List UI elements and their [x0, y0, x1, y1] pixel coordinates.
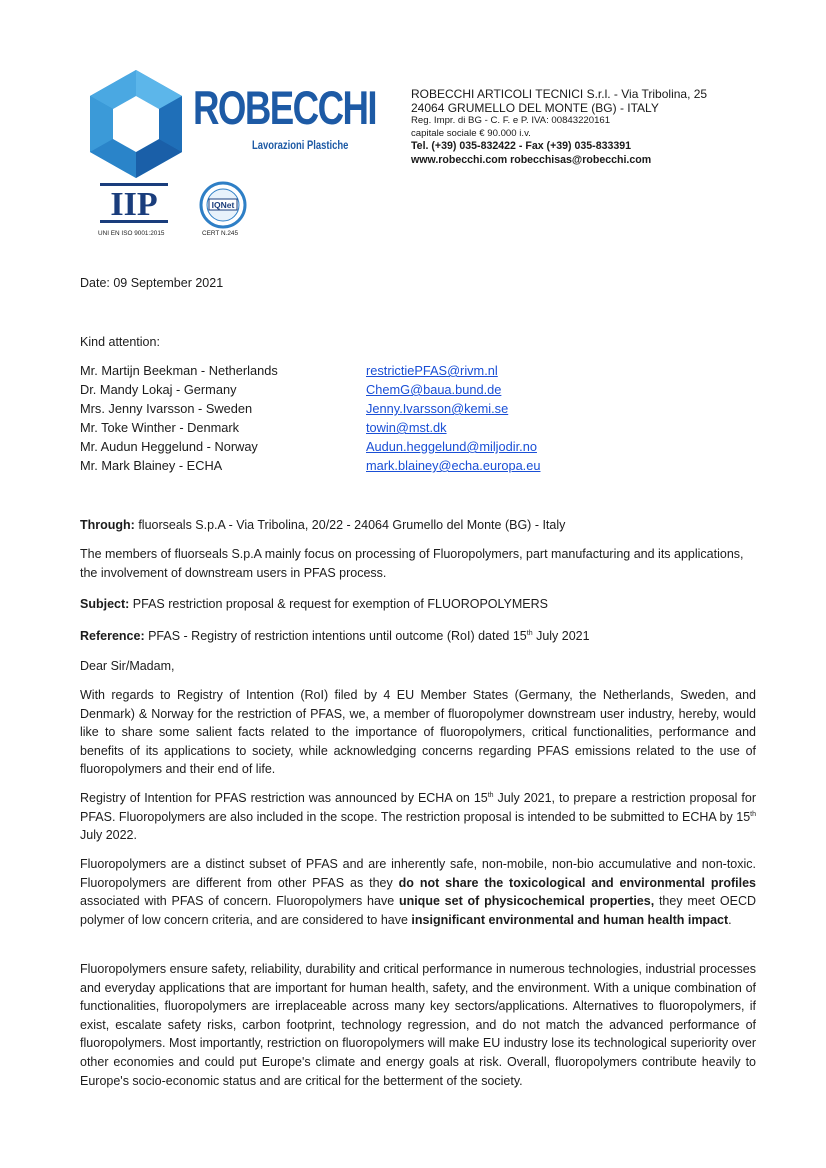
company-web-email: www.robecchi.com robecchisas@robecchi.com [411, 153, 652, 166]
robecchi-logo-icon [87, 68, 185, 180]
reference-label: Reference: [80, 629, 145, 643]
p2-part: July 2021, to prepare a restriction proposal for PFAS. Fluoropolymers are also included in the scope. The restriction proposal is intended to be submitted to ECHA by 15 [80, 791, 756, 824]
letter-date: Date: 09 September 2021 [80, 276, 224, 290]
intro-paragraph [80, 545, 756, 582]
attention-heading: Kind attention: [80, 335, 160, 349]
subject-text: PFAS restriction proposal & request for exemption of FLUOROPOLYMERS [129, 597, 548, 611]
recipient-email-link[interactable]: towin@mst.dk [366, 420, 447, 435]
iip-cert-caption: UNI EN ISO 9001:2015 [98, 230, 165, 237]
recipient-name: Dr. Mandy Lokaj - Germany [80, 382, 237, 397]
paragraph-2 [80, 789, 756, 845]
subject-label: Subject: [80, 597, 130, 611]
paragraph-1-text: With regards to Registry of Intention (RoI) filed by 4 EU Member States (Germany, the Netherlands, Sweden, and Denmark) & Norway for the restriction of PFAS, we, a member of fluoropolymer downstream user industry, hereby, would like to share some salient facts related to the importance of fluoropolymers, critical functionalities, performance and benefits of its applications to society, while acknowledging concerns regarding PFAS emissions related to the use of fluoropolymers and their end of life. [80, 688, 756, 777]
recipient-name: Mrs. Jenny Ivarsson - Sweden [80, 401, 253, 416]
recipient-email-link[interactable]: ChemG@baua.bund.de [366, 382, 502, 397]
paragraph-3-text [80, 855, 756, 929]
subject-line [80, 595, 756, 614]
p3-bold: do not share the toxicological and environmental profiles [398, 875, 756, 890]
paragraph-2-text [80, 789, 756, 845]
recipient-name: Mr. Mark Blainey - ECHA [80, 458, 223, 473]
reference-line [80, 627, 756, 646]
paragraph-4 [80, 960, 756, 1090]
recipient-email-link[interactable]: mark.blainey@echa.europa.eu [366, 458, 541, 473]
p3-part: associated with PFAS of concern. Fluoropolymers have [80, 894, 399, 909]
paragraph-1 [80, 686, 756, 779]
recipient-email-link[interactable]: restrictiePFAS@rivm.nl [366, 363, 498, 378]
reference-tail: July 2021 [532, 629, 590, 643]
recipient-email-link[interactable]: Audun.heggelund@miljodir.no [366, 439, 537, 454]
salutation: Dear Sir/Madam, [80, 659, 175, 673]
logo-wordmark: ROBECCHI [193, 81, 377, 134]
p2-part: Registry of Intention for PFAS restriction was announced by ECHA on 15 [80, 791, 488, 805]
recipient-name: Mr. Martijn Beekman - Netherlands [80, 363, 278, 378]
company-registration: Reg. Impr. di BG - C. F. e P. IVA: 00843220161 [411, 115, 611, 126]
paragraph-4-text: Fluoropolymers ensure safety, reliability, durability and critical performance in numerous technologies, industrial processes and everyday applications that are important for human health, safety, and the environment. With a unique combination of functionalities, fluoropolymers are irreplaceable across many key sectors/applications. Alternatives to fluoropolymers, if exist, escalate safety risks, carbon footprint, technology regression, and do not match the advanced performance of fluoropolymers. Most importantly, restriction on fluoropolymers will make EU industry lose its technological superiority over other economies and could put Europe's climate and energy goals at risk. Overall, fluoropolymers contribute heavily to Europe's socio-economic status and are critical for the betterment of the society. [80, 962, 756, 1088]
recipient-name: Mr. Audun Heggelund - Norway [80, 439, 258, 454]
recipient-email-link[interactable]: Jenny.Ivarsson@kemi.se [366, 401, 509, 416]
company-phone-fax: Tel. (+39) 035-832422 - Fax (+39) 035-833391 [411, 140, 632, 152]
p2-part: July 2022. [80, 828, 137, 843]
intro-text: The members of fluorseals S.p.A mainly focus on processing of Fluoropolymers, part manufacturing and its applications, the involvement of downstream users in PFAS process. [80, 547, 744, 580]
logo-subtitle: Lavorazioni Plastiche [252, 140, 349, 152]
through-line [80, 516, 756, 535]
p3-bold: insignificant environmental and human health impact [411, 912, 729, 927]
company-name-line: ROBECCHI ARTICOLI TECNICI S.r.l. - Via Tribolina, 25 [411, 87, 708, 101]
iip-logo-text: IIP [110, 186, 158, 223]
iqnet-cert-caption: CERT N.245 [202, 230, 238, 237]
p3-part: Fluoropolymers are a distinct subset of PFAS and are inherently safe, non-mobile, non-bio accumulative and non-toxic. Fluoropolymers are different from other PFAS as they [80, 857, 756, 890]
recipient-name: Mr. Toke Winther - Denmark [80, 420, 240, 435]
company-city-line: 24064 GRUMELLO DEL MONTE (BG) - ITALY [411, 100, 659, 115]
through-label: Through: [80, 518, 135, 532]
p2-sup: th [487, 791, 494, 799]
p3-part: they meet OECD polymer of low concern criteria, and are considered to have [80, 894, 757, 927]
p3-bold: unique set of physicochemical properties, [398, 894, 655, 909]
company-address-block [411, 88, 707, 167]
reference-sup: th [526, 629, 533, 637]
reference-text: PFAS - Registry of restriction intentions until outcome (RoI) dated 15 [144, 629, 527, 643]
p3-part: . [728, 912, 732, 927]
iip-cert-logo-icon [100, 183, 168, 223]
through-text: fluorseals S.p.A - Via Tribolina, 20/22 - 24064 Grumello del Monte (BG) - Italy [134, 518, 566, 532]
iqnet-seal-icon [193, 181, 253, 229]
company-capital: capitale sociale € 90.000 i.v. [411, 127, 531, 139]
p2-sup: th [750, 810, 756, 818]
iqnet-logo-text: IQNet [211, 200, 235, 210]
paragraph-3 [80, 855, 756, 929]
